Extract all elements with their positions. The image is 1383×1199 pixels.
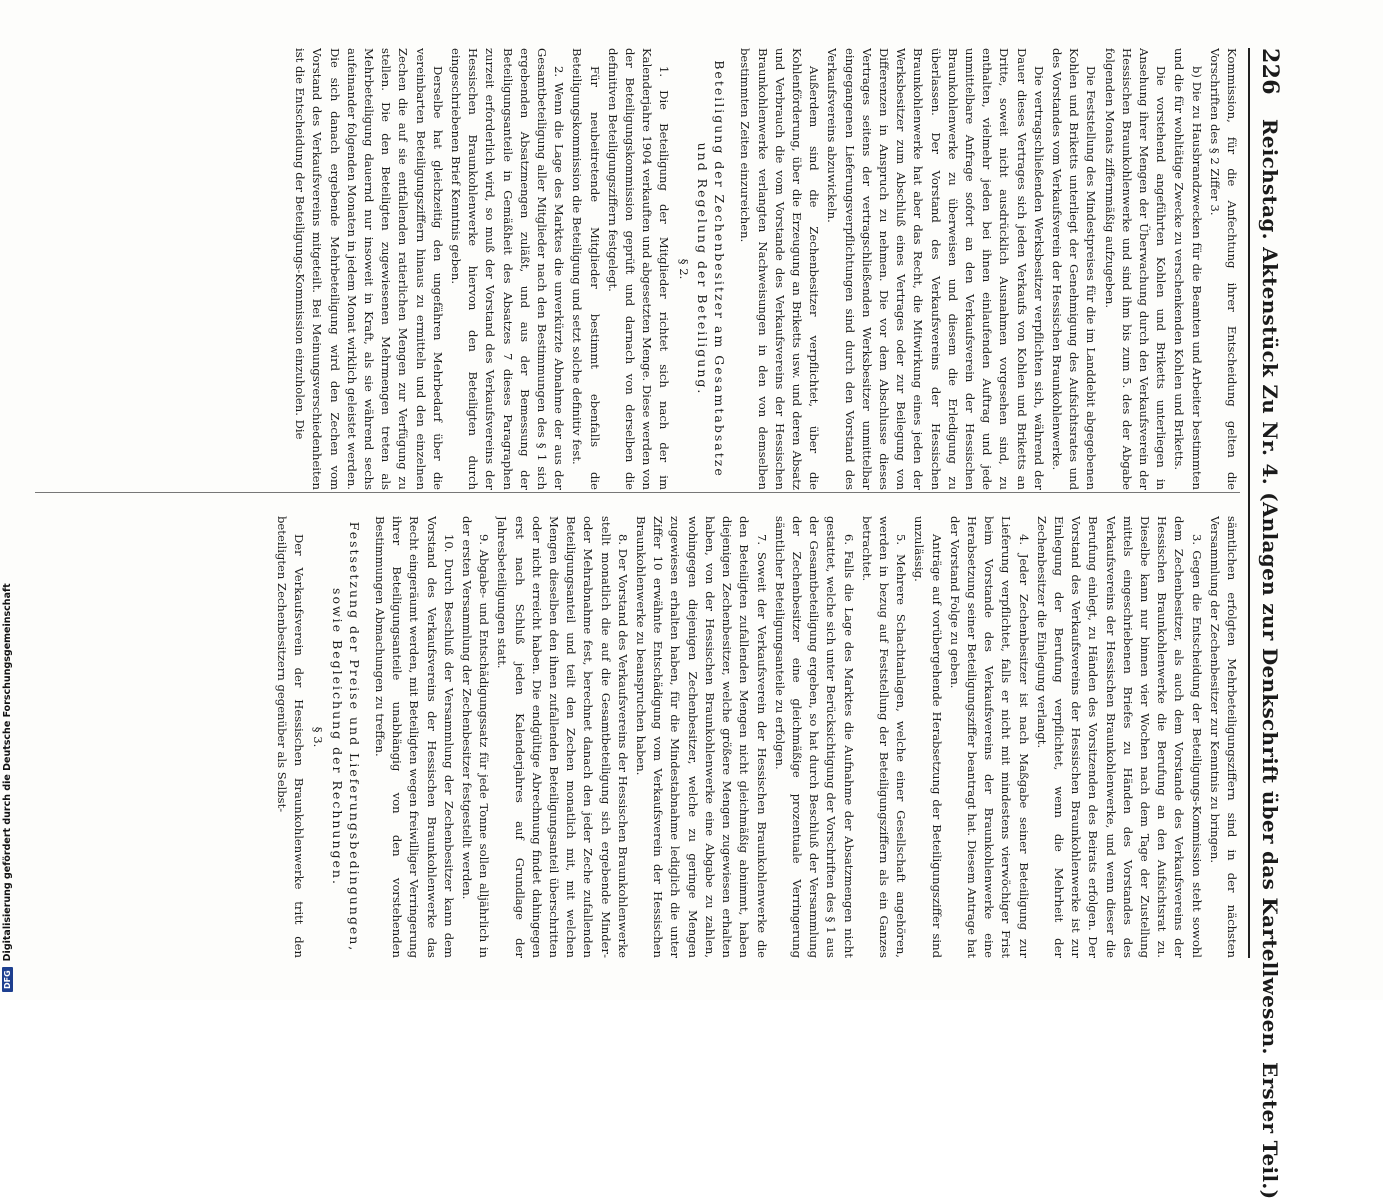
section-heading: Festsetzung der Preise und Lieferungsbedingungen, sowie Begleichung der Rechnungen. (329, 521, 362, 953)
section-number: § 3. (311, 726, 326, 748)
paragraph: Derselbe hat gleichzeitig den ungefähren Mehrbedarf über die vereinbarten Beteiligungsziffern hinaus zu ermitteln und den einzelnen Zechen die auf sie entfallenden ratierlichen Mengen zur Verfügung zu stellen. Die den Beteiligten zugewiesenen Mehrmengen treten als Mehrbeteiligung dauernd nur insoweit in Kraft, als sie während sechs aufeinander folgenden Monaten in jedem Monat wirklich geleistet werden. Die sich danach ergebende Mehrbeteiligung wird den Zechen vom Vorstand des Verkaufsvereins mitgeteilt. Bei Meinungsverschiedenheiten ist die Entscheidung der Beteiligungs-Kommission einzuholen. Die (293, 48, 445, 490)
paragraph: 6. Falls die Lage des Marktes die Aufnahme der Absatzmengen nicht gestattet, welche sich unter Berücksichtigung der Vorschriften des § 1 aus der Gesamtbeteiligung ergeben, so hat durch Beschluß der Versammlung der Zechenbesitzer eine gleichmäßige prozentuale Verringerung sämtlicher Beteiligungsanteile zu erfolgen. (772, 516, 856, 958)
paragraph: 8. Der Vorstand des Verkaufsvereins der Hessischen Braunkohlenwerke stellt monatlich die auf die Gesamtbeteiligung sich ergebende Minder- oder Mehrabnahme fest, berechnet danach den jeder Zeche zufallenden Beteiligungsanteil und teilt den Zechen monatlich mit, mit welchen Mengen dieselben den ihnen zufallenden Beteiligungsanteil überschritten oder nicht erreicht haben. Die endgültige Abrechnung findet dahingegen erst nach Schluß jeden Kalenderjahres auf Grundlage der Jahresbeteiligungen statt. (495, 516, 630, 958)
paragraph: Der Verkaufsverein der Hessischen Braunkohlenwerke tritt den beteiligten Zechenbesitzern gegenüber als Selbst- (275, 516, 307, 958)
page-number: 226 (1257, 48, 1283, 95)
left-column (35, 48, 1240, 490)
dfg-logo-icon: DFG (2, 967, 13, 992)
digitization-notice (2, 583, 16, 992)
paragraph: 9. Abgabe- und Entschädigungssatz für jede Tonne sollen alljährlich in der ersten Versammlung der Zechenbesitzer festgestellt werden. (460, 516, 492, 958)
right-column (35, 516, 1240, 958)
paragraph: Kommission, für die Anfechtung ihrer Entscheidung gelten die Vorschriften des § 2 Ziffer 3. (1207, 48, 1239, 490)
paragraph: Die Feststellung des Mindestpreises für die im Landdebit abgegebenen Kohlen und Briketts unterliegt der Genehmigung des Aufsichtsrates und des Vorstandes vom Verkaufsverein der Hessischen Braunkohlenwerke. (1049, 48, 1099, 490)
page-title: Reichstag. Aktenstück Zu Nr. 4. (Anlagen zur Denkschrift über das Kartellwesen. Erster Teil.) (1258, 118, 1282, 1199)
paragraph: 3. Gegen die Entscheidung der Beteiligungs-Kommission steht sowohl dem Zechenbesitzer, als auch dem Vorstande des Verkaufsvereins der Hessischen Braunkohlenwerke die Berufung an den Aufsichtsrat zu. Dieselbe kann nur binnen vier Wochen nach dem Tage der Zustellung mittels eingeschriebenen Briefes zu Händen des Vorstandes des Verkaufsvereins der Hessischen Braunkohlenwerke, und wenn dieser die Berufung einlegt, zu Händen des Vorsitzenden des Beirats erfolgen. Der Vorstand des Verkaufsvereins der Hessischen Braunkohlenwerke ist zur Einlegung der Berufung verpflichtet, wenn die Mehrheit der Zechenbesitzer die Einlegung verlangt. (1034, 516, 1204, 958)
paragraph: 4. Jeder Zechenbesitzer ist nach Maßgabe seiner Beteiligung zur Lieferung verpflichtet, falls er nicht mit mindestens vierwöchiger Frist beim Vorstande des Verkaufsvereins der Braunkohlenwerke eine Herabsetzung seiner Beteiligungsziffer beantragt hat. Diesem Antrage hat der Vorstand Folge zu geben. (947, 516, 1031, 958)
paragraph: 5. Mehrere Schachtanlagen, welche einer Gesellschaft angehören, werden in bezug auf Feststellung der Beteiligungsziffern als ein Ganzes betrachtet. (859, 516, 909, 958)
paragraph: Die vertragschließenden Werksbesitzer verpflichten sich, während der Dauer dieses Vertrages sich jeden Verkaufs von Kohlen und Briketts an Dritte, soweit nicht ausdrücklich Ausnahmen vorgesehen sind, zu enthalten, vielmehr jeden bei ihnen einlaufenden Auftrag und jede unmittelbare Anfrage sofort an den Verkaufsverein der Hessischen Braunkohlenwerke zu überweisen und diesem die Erledigung zu überlassen. Der Vorstand des Verkaufsvereins der Hessischen Braunkohlenwerke hat aber das Recht, die Mitwirkung eines jeden der Werksbesitzer zum Abschluß eines Vertrages oder zur Beilegung von Differenzen in Anspruch zu nehmen. Die vor dem Abschlusse dieses Vertrages seitens der vertragschließenden Werksbesitzer unmittelbar eingegangenen Lieferungsverpflichtungen sind durch den Vorstand des Verkaufsvereins abzuwickeln. (825, 48, 1046, 490)
paragraph: sämtlichen erfolgten Mehrbeteiligungsziffern sind in der nächsten Versammlung der Zechenbesitzer zur Kenntnis zu bringen. (1207, 516, 1239, 958)
paragraph: 1. Die Beteiligung der Mitglieder richtet sich nach der im Kalenderjahre 1904 verkauften und abgesetzten Menge. Diese werden von der Beteiligungskommission geprüft und darnach von derselben die definitiven Beteiligungsziffern festgelegt. (605, 48, 672, 490)
paragraph: 2. Wenn die Lage des Marktes die unverkürzte Abnahme der aus der Gesamtbeteiligung aller Mitglieder nach den Bestimmungen des § 1 sich ergebenden Absatzmengen zuläßt, und aus der Bemessung der Beteiligungsanteile in Gemäßheit des Absatzes 7 dieses Paragraphen zurzeit erforderlich wird, so muß der Vorstand des Verkaufsvereins der Hessischen Braunkohlenwerke hiervon den Beteiligten durch eingeschriebenen Brief Kenntnis geben. (449, 48, 567, 490)
digitization-credit: Digitalisierung gefördert durch die Deutsche Forschungsgemeinschaft (2, 583, 13, 962)
paragraph: Außerdem sind die Zechenbesitzer verpflichtet, über die Kohlenförderung, über die Erzeugung an Briketts usw. und deren Absatz und Verbrauch die vom Vorstande des Verkaufsvereins der Hessischen Braunkohlenwerke verlangten Nachweisungen in den von demselben bestimmten Zeiten einzureichen. (738, 48, 822, 490)
paragraph: Anträge auf vorübergehende Herabsetzung der Beteiligungsziffer sind unzulässig. (912, 516, 944, 958)
section-number: § 2. (676, 258, 691, 280)
page-header (1248, 48, 1290, 1199)
section-heading: Beteiligung der Zechenbesitzer am Gesamtabsatze und Regelung der Beteiligung. (694, 60, 728, 478)
paragraph: b) Die zu Hausbrandzwecken für die Beamten und Arbeiter bestimmten und die für wohltätige Zwecke zu verschenkenden Kohlen und Briketts. (1172, 48, 1204, 490)
paragraph: 7. Soweit der Verkaufsverein der Hessischen Braunkohlenwerke die den Beteiligten zufallenden Mengen nicht gleichmäßig abnimmt, haben diejenigen Zechenbesitzer, welche größere Mengen zugewiesen erhalten haben, von der Hessischen Braunkohlenwerke eine Abgabe zu zahlen, wohingegen diejenigen Zechenbesitzer, welche zu geringe Mengen zugewiesen erhalten haben, für die Mindestabnahme lediglich die unter Ziffer 10 erwähnte Entschädigung vom Verkaufsverein der Hessischen Braunkohlenwerke zu beanspruchen haben. (634, 516, 769, 958)
paragraph: Für neubeitretende Mitglieder bestimmt ebenfalls die Beteiligungskommission die Beteiligung und setzt solche definitiv fest. (570, 48, 602, 490)
column-divider (35, 492, 1240, 493)
paragraph: 10. Durch Beschluß der Versammlung der Zechenbesitzer kann dem Vorstand des Verkaufsvereins der Hessischen Braunkohlenwerke das Recht eingeräumt werden, mit Beteiligten wegen freiwilliger Verringerung ihrer Beteiligungsanteile unabhängig von den vorstehenden Bestimmungen Abmachungen zu treffen. (373, 516, 456, 958)
paragraph: Die vorstehend angeführten Kohlen und Briketts unterliegen in Ansehung ihrer Mengen der Überwachung durch den Verkaufsverein der Hessischen Braunkohlenwerke und sind ihm bis zum 5. des der Abgabe folgenden Monats ziffernmäßig aufzugeben. (1102, 48, 1169, 490)
